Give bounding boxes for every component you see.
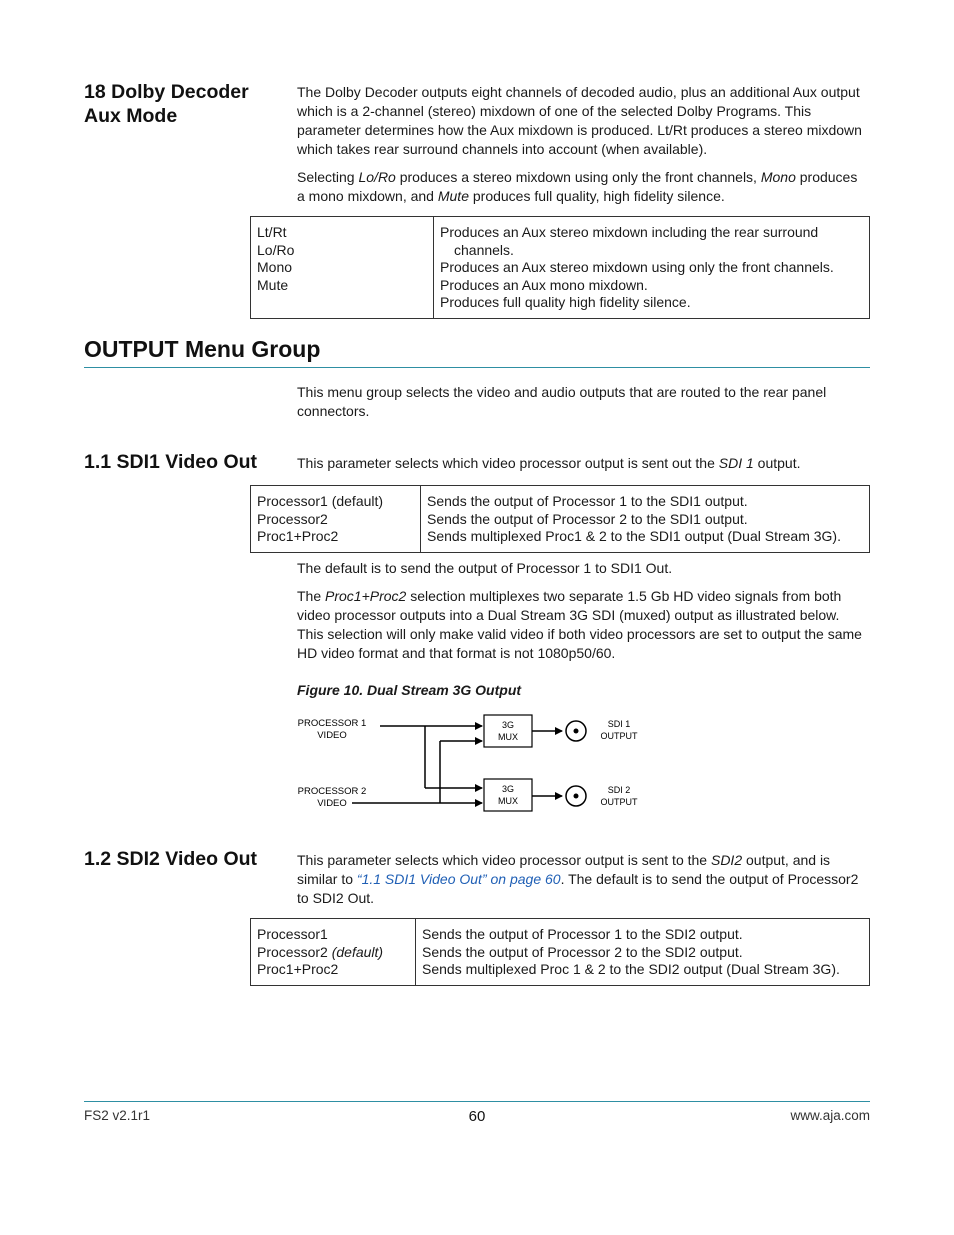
sdi1-mux-paragraph (297, 587, 869, 663)
option-processor2: Processor2 (257, 510, 328, 527)
table-row (251, 919, 870, 986)
footer-page-number: 60 (468, 1108, 486, 1125)
text-run-italic: SDI2 (710, 852, 743, 868)
text-run: . The default is to send the output of Processor2 to SDI2 Out. (297, 871, 859, 906)
mux2-label-line2: MUX (498, 796, 518, 806)
text-run: output, and is similar to (297, 852, 831, 887)
text-run-italic: Proc1+Proc2 (325, 588, 407, 604)
out2-label-line2: OUTPUT (600, 797, 638, 807)
dolby-aux-description (297, 83, 869, 206)
desc-processor2: Sends the output of Processor 2 to the SDI2 output. (422, 943, 743, 960)
text-run-italic: Mute (437, 188, 469, 204)
option-proc1-proc2: Proc1+Proc2 (257, 528, 339, 544)
out2-label-line1: SDI 2 (607, 785, 631, 795)
text-run-italic: (default) (331, 943, 384, 960)
options-cell (251, 919, 416, 986)
footer-rule (84, 1101, 870, 1102)
text-run: Selecting (297, 169, 359, 185)
desc-ltrt: Produces an Aux stereo mixdown including the rear surround (440, 224, 819, 240)
proc2-label-line1: PROCESSOR 2 (297, 786, 367, 797)
proc1-label-line2: VIDEO (317, 730, 347, 741)
text-run: Processor2 (257, 943, 332, 960)
sdi1-bnc-pin (574, 729, 579, 734)
option-mute: Mute (257, 276, 289, 293)
desc-processor1: Sends the output of Processor 1 to the SDI2 output. (422, 926, 743, 942)
output-menu-group-title: OUTPUT Menu Group (84, 336, 321, 362)
desc-processor1: Sends the output of Processor 1 to the SDI1 output. (427, 493, 748, 509)
table-row (251, 486, 870, 553)
desc-proc1-proc2: Sends multiplexed Proc 1 & 2 to the SDI2 output (Dual Stream 3G). (422, 961, 840, 977)
option-processor1: Processor1 (default) (257, 493, 384, 509)
desc-mono: Produces an Aux mono mixdown. (440, 276, 648, 293)
out1-label-line2: OUTPUT (600, 731, 638, 741)
sdi1-options-table (250, 485, 870, 553)
text-run-italic: Lo/Ro (358, 169, 396, 185)
desc-loro: Produces an Aux stereo mixdown using only the front channels. (440, 259, 834, 275)
desc-processor2: Sends the output of Processor 2 to the SDI1 output. (427, 510, 748, 527)
sdi2-intro (297, 851, 869, 908)
option-loro: Lo/Ro (257, 241, 295, 258)
heading-line-1: 18 Dolby Decoder (84, 81, 249, 103)
descriptions-cell (421, 486, 870, 553)
text-run: produces full quality, high fidelity silence. (468, 188, 725, 204)
text-run-italic: Mono (760, 169, 796, 185)
text-run-italic: SDI 1 (718, 455, 754, 471)
text-run: This parameter selects which video processor output is sent to the (297, 852, 711, 868)
heading-line-2: Aux Mode (84, 105, 178, 127)
proc1-label-line1: PROCESSOR 1 (297, 718, 367, 729)
text-run: produces a stereo mixdown using only the front channels, (395, 169, 761, 185)
dolby-aux-paragraph-1: The Dolby Decoder outputs eight channels of decoded audio, plus an additional Aux output which is a 2-channel (stereo) mixdown of one of the selected Dolby Programs. This parameter determines how the Aux mixdown is produced. Lt/Rt produces a stereo mixdown which takes rear surround channels into account (when available). (297, 84, 862, 157)
section-heading-dolby-aux (84, 80, 284, 128)
section-heading-sdi2: 1.2 SDI2 Video Out (84, 848, 258, 870)
descriptions-cell (416, 919, 870, 986)
sdi1-default-note: The default is to send the output of Processor 1 to SDI1 Out. (297, 560, 673, 576)
descriptions-cell (434, 217, 870, 319)
text-run: This parameter selects which video processor output is sent out the (297, 455, 719, 471)
output-group-intro: This menu group selects the video and audio outputs that are routed to the rear panel connectors. (297, 384, 827, 419)
desc-mute: Produces full quality high fidelity silence. (440, 294, 691, 310)
dolby-aux-paragraph-2 (297, 168, 869, 206)
mux2-label-line1: 3G (501, 784, 515, 794)
table-row (251, 217, 870, 319)
sdi1-details (297, 559, 869, 663)
dolby-aux-options-table (250, 216, 870, 319)
mux1-label-line1: 3G (501, 720, 515, 730)
mux1-label-line2: MUX (498, 732, 518, 742)
desc-ltrt-cont: channels. (454, 241, 514, 258)
out1-label-line1: SDI 1 (607, 719, 631, 729)
section-heading-sdi1: 1.1 SDI1 Video Out (84, 451, 258, 473)
option-processor2 (257, 944, 409, 962)
footer-doc-version: FS2 v2.1r1 (84, 1108, 151, 1123)
footer-website-link[interactable]: www.aja.com (790, 1108, 870, 1123)
sdi2-bnc-pin (574, 794, 579, 799)
options-cell (251, 486, 421, 553)
option-processor1: Processor1 (257, 926, 328, 942)
text-run: selection multiplexes two separate 1.5 Gb HD video signals from both video processor outputs into a Dual Stream 3G SDI (muxed) output as illustrated below. This selection will only make valid video if both video processors are set to output the same HD video format and that format is not 1080p50/60. (297, 588, 862, 661)
option-ltrt: Lt/Rt (257, 224, 287, 240)
cross-reference-link[interactable]: “1.1 SDI1 Video Out” on page 60 (356, 871, 561, 887)
desc-proc1-proc2: Sends multiplexed Proc1 & 2 to the SDI1 output (Dual Stream 3G). (427, 528, 841, 544)
sdi1-intro (297, 454, 869, 473)
option-mono: Mono (257, 259, 293, 275)
sdi2-options-table (250, 918, 870, 986)
text-run: The (297, 588, 326, 604)
dual-stream-3g-diagram (290, 708, 650, 818)
text-run: output. (753, 455, 801, 471)
text-run: produces a mono mixdown, and (297, 169, 858, 204)
option-proc1-proc2: Proc1+Proc2 (257, 961, 339, 977)
section-rule (84, 367, 870, 368)
options-cell (251, 217, 434, 319)
proc2-label-line2: VIDEO (317, 798, 347, 809)
figure-caption: Figure 10. Dual Stream 3G Output (297, 682, 522, 698)
